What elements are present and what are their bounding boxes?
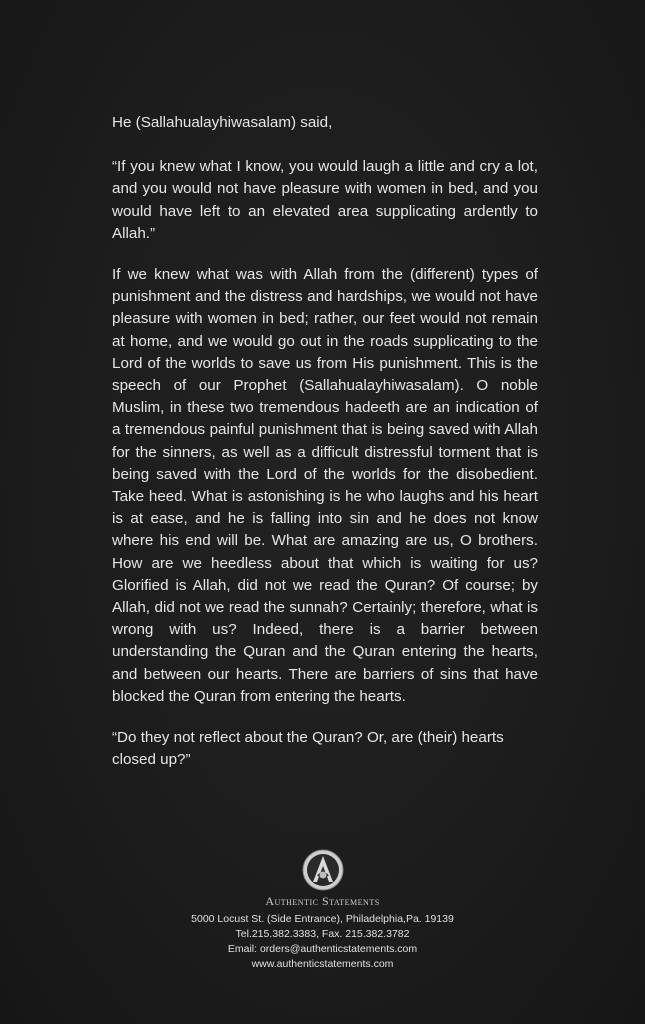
publisher-name: Authentic Statements [265, 894, 380, 908]
authentic-statements-logo-icon [301, 848, 345, 892]
publisher-website[interactable]: www.authenticstatements.com [251, 958, 394, 970]
closing-quote: “Do they not reflect about the Quran? Or, are (their) hearts closed up?” [112, 729, 504, 769]
publisher-contact [0, 912, 645, 972]
intro-line: He (Sallahualayhiwasalam) said, [112, 114, 333, 131]
publisher-block [0, 848, 645, 972]
body-text [112, 112, 538, 790]
main-paragraph: If we knew what was with Allah from the (different) types of punishment and the distress and hardships, we would not have pleasure with women in bed; rather, our feet would not remain at home, and we would go out in the roads supplicating to the Lord of the worlds to save us from His punishment. This is the speech of our Prophet (Sallahualayhiwasalam). O noble Muslim, in these two tremendous hadeeth are an indication of a tremendous painful punishment that is being saved with Allah for the sinners, as well as a difficult distressful torment that is being saved with the Lord of the worlds for the disobedient. Take heed. What is astonishing is he who laughs and his heart is at ease, and he is falling into sin and he does not know where his end will be. What are amazing are us, O brothers. How are we heedless about that which is waiting for us? Glorified is Allah, did not we read the Quran? Of course; by Allah, did not we read the sunnah? Certainly; therefore, what is wrong with us? Indeed, there is a barrier between understanding the Quran and the Quran entering the hearts, and between our hearts. There are barriers of sins that have blocked the Quran from entering the hearts. [112, 266, 538, 705]
hadith-quote: “If you knew what I know, you would laugh a little and cry a lot, and you would not have pleasure with women in bed, and you would have left to an elevated area supplicating ardently to Allah.” [112, 158, 538, 242]
publisher-email[interactable]: Email: orders@authenticstatements.com [227, 943, 418, 955]
publisher-address: 5000 Locust St. (Side Entrance), Philadelphia,Pa. 19139 [191, 913, 454, 925]
publisher-phone-fax: Tel.215.382.3383, Fax. 215.382.3782 [235, 928, 410, 940]
